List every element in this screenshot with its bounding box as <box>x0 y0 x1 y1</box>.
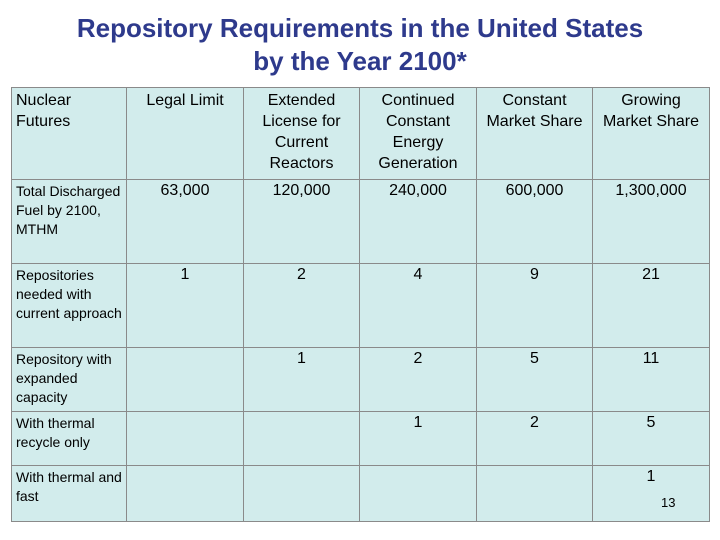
title-line-2: by the Year 2100* <box>253 46 467 76</box>
row-label: Total Discharged Fuel by 2100, MTHM <box>12 180 127 264</box>
table-cell: 2 <box>477 412 593 466</box>
table-cell: 1 <box>360 412 477 466</box>
header-constant-market-share: Constant Market Share <box>477 88 593 180</box>
table-row <box>12 264 710 348</box>
title-line-1: Repository Requirements in the United States <box>76 13 644 43</box>
table-cell: 21 <box>593 264 710 348</box>
header-continued-constant: Continued Constant Energy Generation <box>360 88 477 180</box>
table-cell: 1 <box>127 264 244 348</box>
slide-title <box>0 12 720 78</box>
table-cell: 63,000 <box>127 180 244 264</box>
header-extended-license: Extended License for Current Reactors <box>244 88 360 180</box>
row-label: Repositories needed with current approach <box>12 264 127 348</box>
table-cell: 1 <box>593 466 710 522</box>
table-cell: 11 <box>593 348 710 412</box>
table-cell: 4 <box>360 264 477 348</box>
table-cell: 2 <box>244 264 360 348</box>
header-nuclear-futures: Nuclear Futures <box>12 88 127 180</box>
table-cell <box>477 466 593 522</box>
repository-requirements-table <box>11 87 710 522</box>
table-cell <box>127 348 244 412</box>
table-row <box>12 466 710 522</box>
table-row <box>12 348 710 412</box>
table-cell: 600,000 <box>477 180 593 264</box>
row-label: Repository with expanded capacity <box>12 348 127 412</box>
table-cell: 5 <box>593 412 710 466</box>
header-growing-market-share: Growing Market Share <box>593 88 710 180</box>
table-cell <box>244 466 360 522</box>
table-cell: 5 <box>477 348 593 412</box>
page-number: 13 <box>661 495 676 510</box>
table-cell: 120,000 <box>244 180 360 264</box>
row-label: With thermal recycle only <box>12 412 127 466</box>
table-cell <box>360 466 477 522</box>
table-cell: 2 <box>360 348 477 412</box>
header-legal-limit: Legal Limit <box>127 88 244 180</box>
table-cell <box>244 412 360 466</box>
table-cell: 1 <box>244 348 360 412</box>
header-row <box>12 88 710 180</box>
row-label: With thermal and fast <box>12 466 127 522</box>
table-row <box>12 412 710 466</box>
table-cell: 1,300,000 <box>593 180 710 264</box>
table-cell: 240,000 <box>360 180 477 264</box>
table-row <box>12 180 710 264</box>
table-cell <box>127 466 244 522</box>
table-cell <box>127 412 244 466</box>
table-cell: 9 <box>477 264 593 348</box>
